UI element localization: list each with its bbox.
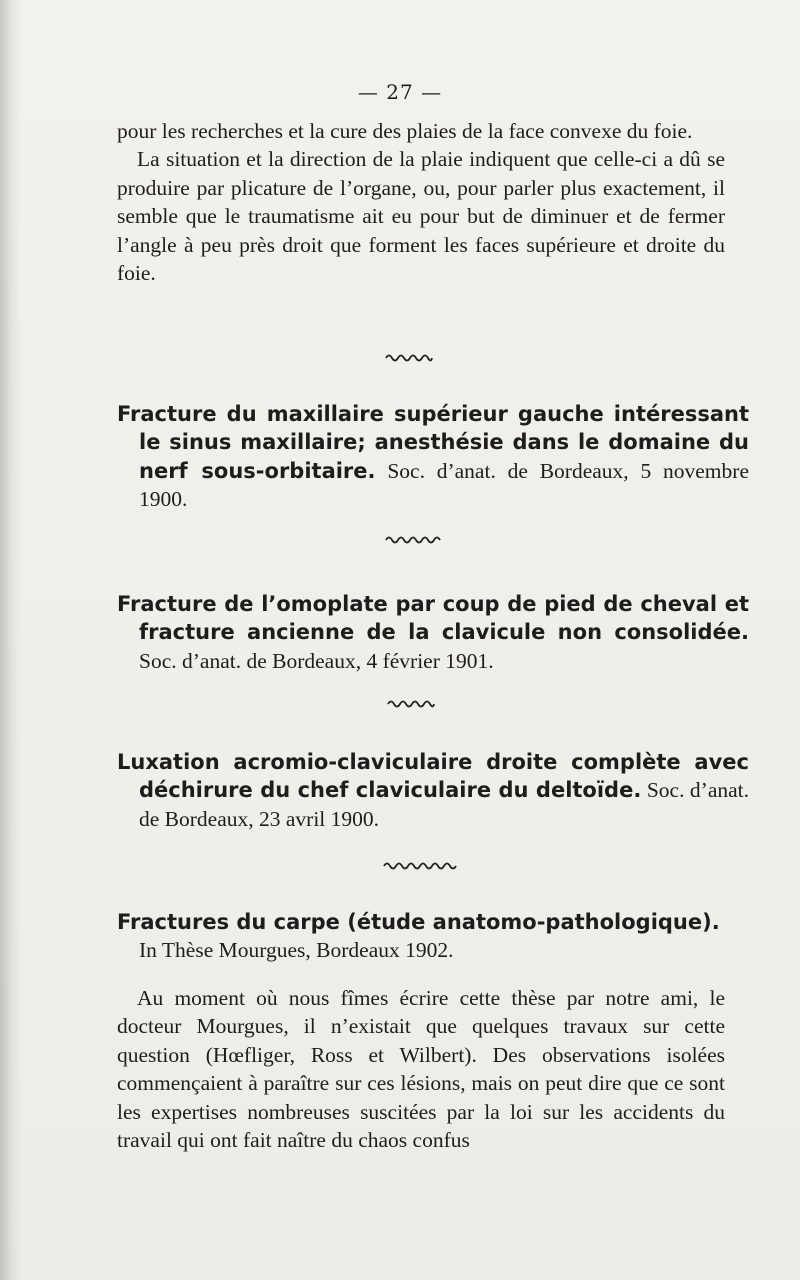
intro-text [117, 117, 725, 287]
intro-paragraph-2: La situation et la direction de la plaie indiquent que celle-ci a dû se produire par plicature de l’organe, ou, pour parler plus exactement, il semble que le traumatisme ait eu pour but de diminuer et de fermer l’angle à peu près droit que forment les faces supérieure et droite du foie. [117, 147, 725, 286]
entry-source: In Thèse Mourgues, Bordeaux 1902. [139, 938, 454, 963]
page-number: — 27 — [357, 80, 443, 104]
entry-title: Fracture de l’omoplate par coup de pied de cheval et fracture ancienne de la clavicule non consolidée. [117, 592, 749, 645]
wavy-divider-2 [384, 534, 444, 546]
bibliography-entry-1 [117, 400, 749, 514]
intro-paragraph-1: pour les recherches et la cure des plaies de la face convexe du foie. [117, 119, 693, 143]
bibliography-entry-2 [117, 590, 749, 675]
entry-title: Fractures du carpe (étude anatomo-pathologique). [117, 910, 720, 934]
entry-title: Fracture du maxillaire supérieur gauche intéressant le sinus maxillaire; anesthésie dans le domaine du nerf sous-orbitaire. [117, 402, 749, 483]
closing-paragraph [117, 984, 725, 1154]
wavy-divider-4 [382, 860, 458, 872]
bibliography-entry-4 [117, 908, 749, 965]
entry-source: Soc. d’anat. de Bordeaux, 5 novembre 1900. [139, 458, 749, 512]
closing-text: Au moment où nous fîmes écrire cette thèse par notre ami, le docteur Mourgues, il n’existait que quelques travaux sur cette question (Hœfliger, Ross et Wilbert). Des observations isolées commençaient à paraître sur ces lésions, mais on peut dire que ce sont les expertises nombreuses suscitées par la loi sur les accidents du travail qui ont fait naître du chaos confus [117, 986, 725, 1153]
bibliography-entry-3 [117, 748, 749, 833]
wavy-divider-3 [386, 698, 436, 710]
entry-source: Soc. d’anat. de Bordeaux, 4 février 1901. [139, 648, 494, 673]
entry-source: Soc. d’anat. de Bordeaux, 23 avril 1900. [139, 778, 750, 831]
entry-title: Luxation acromio-claviculaire droite complète avec déchirure du chef claviculaire du deltoïde. [117, 750, 749, 803]
wavy-divider-1 [384, 352, 434, 364]
